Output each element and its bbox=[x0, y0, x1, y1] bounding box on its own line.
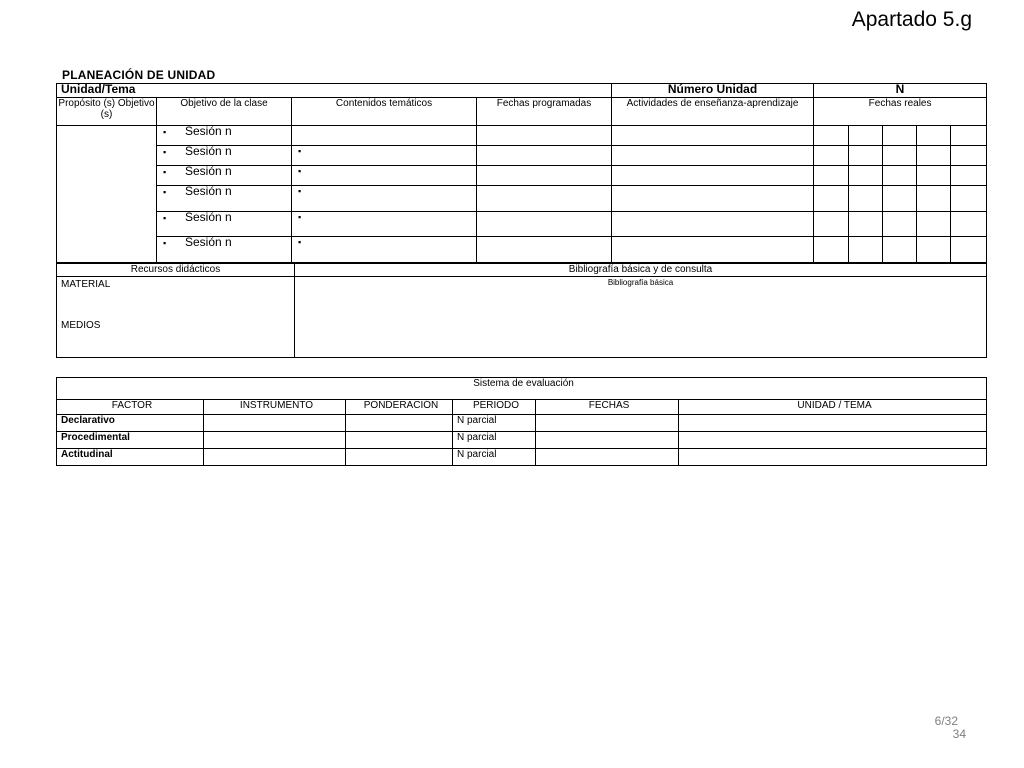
session-row-5: ▪ Sesión n bbox=[157, 212, 292, 237]
bullet-icon: ▪ bbox=[163, 127, 167, 137]
material-label: MATERIAL bbox=[61, 279, 111, 290]
bullet-icon: ▪ bbox=[163, 238, 167, 248]
contenido-bullet: ▪ bbox=[292, 166, 477, 186]
eval-factor: Declarativo bbox=[57, 415, 204, 432]
bullet-icon: ▪ bbox=[163, 167, 167, 177]
planning-heading: PLANEACIÓN DE UNIDAD bbox=[62, 68, 216, 82]
eval-periodo: N parcial bbox=[453, 415, 536, 432]
session-row-3: ▪ Sesión n bbox=[157, 166, 292, 186]
col-fechas-programadas: Fechas programadas bbox=[477, 98, 612, 126]
bibliografia-basica-label: Bibliografía básica bbox=[295, 277, 987, 358]
eval-periodo: N parcial bbox=[453, 449, 536, 466]
col-actividades: Actividades de enseñanza-aprendizaje bbox=[612, 98, 814, 126]
unidad-tema-label: Unidad/Tema bbox=[57, 84, 814, 98]
proposito-cell bbox=[57, 126, 157, 263]
session-row-1: ▪ Sesión n bbox=[157, 126, 292, 146]
table-row bbox=[57, 449, 987, 466]
session-row-4: ▪ Sesión n bbox=[157, 186, 292, 212]
slide-title: Apartado 5.g bbox=[851, 8, 972, 31]
resources-table bbox=[56, 263, 987, 358]
contenido-bullet: ▪ bbox=[292, 186, 477, 212]
col-proposito: Propósito (s) Objetivo (s) bbox=[57, 98, 157, 126]
page-number-fraction: 6/32 bbox=[934, 714, 958, 728]
session-row-6: ▪ Sesión n bbox=[157, 237, 292, 263]
evaluation-table bbox=[56, 377, 987, 466]
eval-col-instrumento: INSTRUMENTO bbox=[204, 400, 346, 415]
col-objetivo: Objetivo de la clase bbox=[157, 98, 292, 126]
numero-unidad-label: Número Unidad bbox=[612, 84, 814, 98]
eval-col-factor: FACTOR bbox=[57, 400, 204, 415]
planning-table bbox=[56, 83, 987, 263]
bullet-icon: ▪ bbox=[163, 187, 167, 197]
eval-col-ponderacion: PONDERACIÓN bbox=[346, 400, 453, 415]
numero-unidad-value: N bbox=[814, 84, 987, 98]
table-row bbox=[57, 415, 987, 432]
recursos-cell bbox=[57, 277, 295, 358]
bibliografia-header: Bibliografía básica y de consulta bbox=[295, 264, 987, 277]
bullet-icon: ▪ bbox=[163, 213, 167, 223]
contenido-bullet: ▪ bbox=[292, 212, 477, 237]
recursos-header: Recursos didácticos bbox=[57, 264, 295, 277]
page-number: 34 bbox=[952, 727, 966, 741]
table-row bbox=[57, 432, 987, 449]
unidad-number-header bbox=[611, 83, 987, 98]
col-contenidos: Contenidos temáticos bbox=[292, 98, 477, 126]
eval-col-fechas: FECHAS bbox=[536, 400, 679, 415]
contenido-bullet: ▪ bbox=[292, 146, 477, 166]
eval-factor: Actitudinal bbox=[57, 449, 204, 466]
evaluation-title: Sistema de evaluación bbox=[57, 378, 987, 400]
medios-label: MEDIOS bbox=[61, 320, 101, 331]
session-row-2: ▪ Sesión n bbox=[157, 146, 292, 166]
eval-factor: Procedimental bbox=[57, 432, 204, 449]
bullet-icon: ▪ bbox=[163, 147, 167, 157]
col-fechas-reales: Fechas reales bbox=[814, 98, 987, 126]
contenido-bullet: ▪ bbox=[292, 237, 477, 263]
eval-col-unidad-tema: UNIDAD / TEMA bbox=[679, 400, 987, 415]
eval-col-periodo: PERIODO bbox=[453, 400, 536, 415]
eval-periodo: N parcial bbox=[453, 432, 536, 449]
